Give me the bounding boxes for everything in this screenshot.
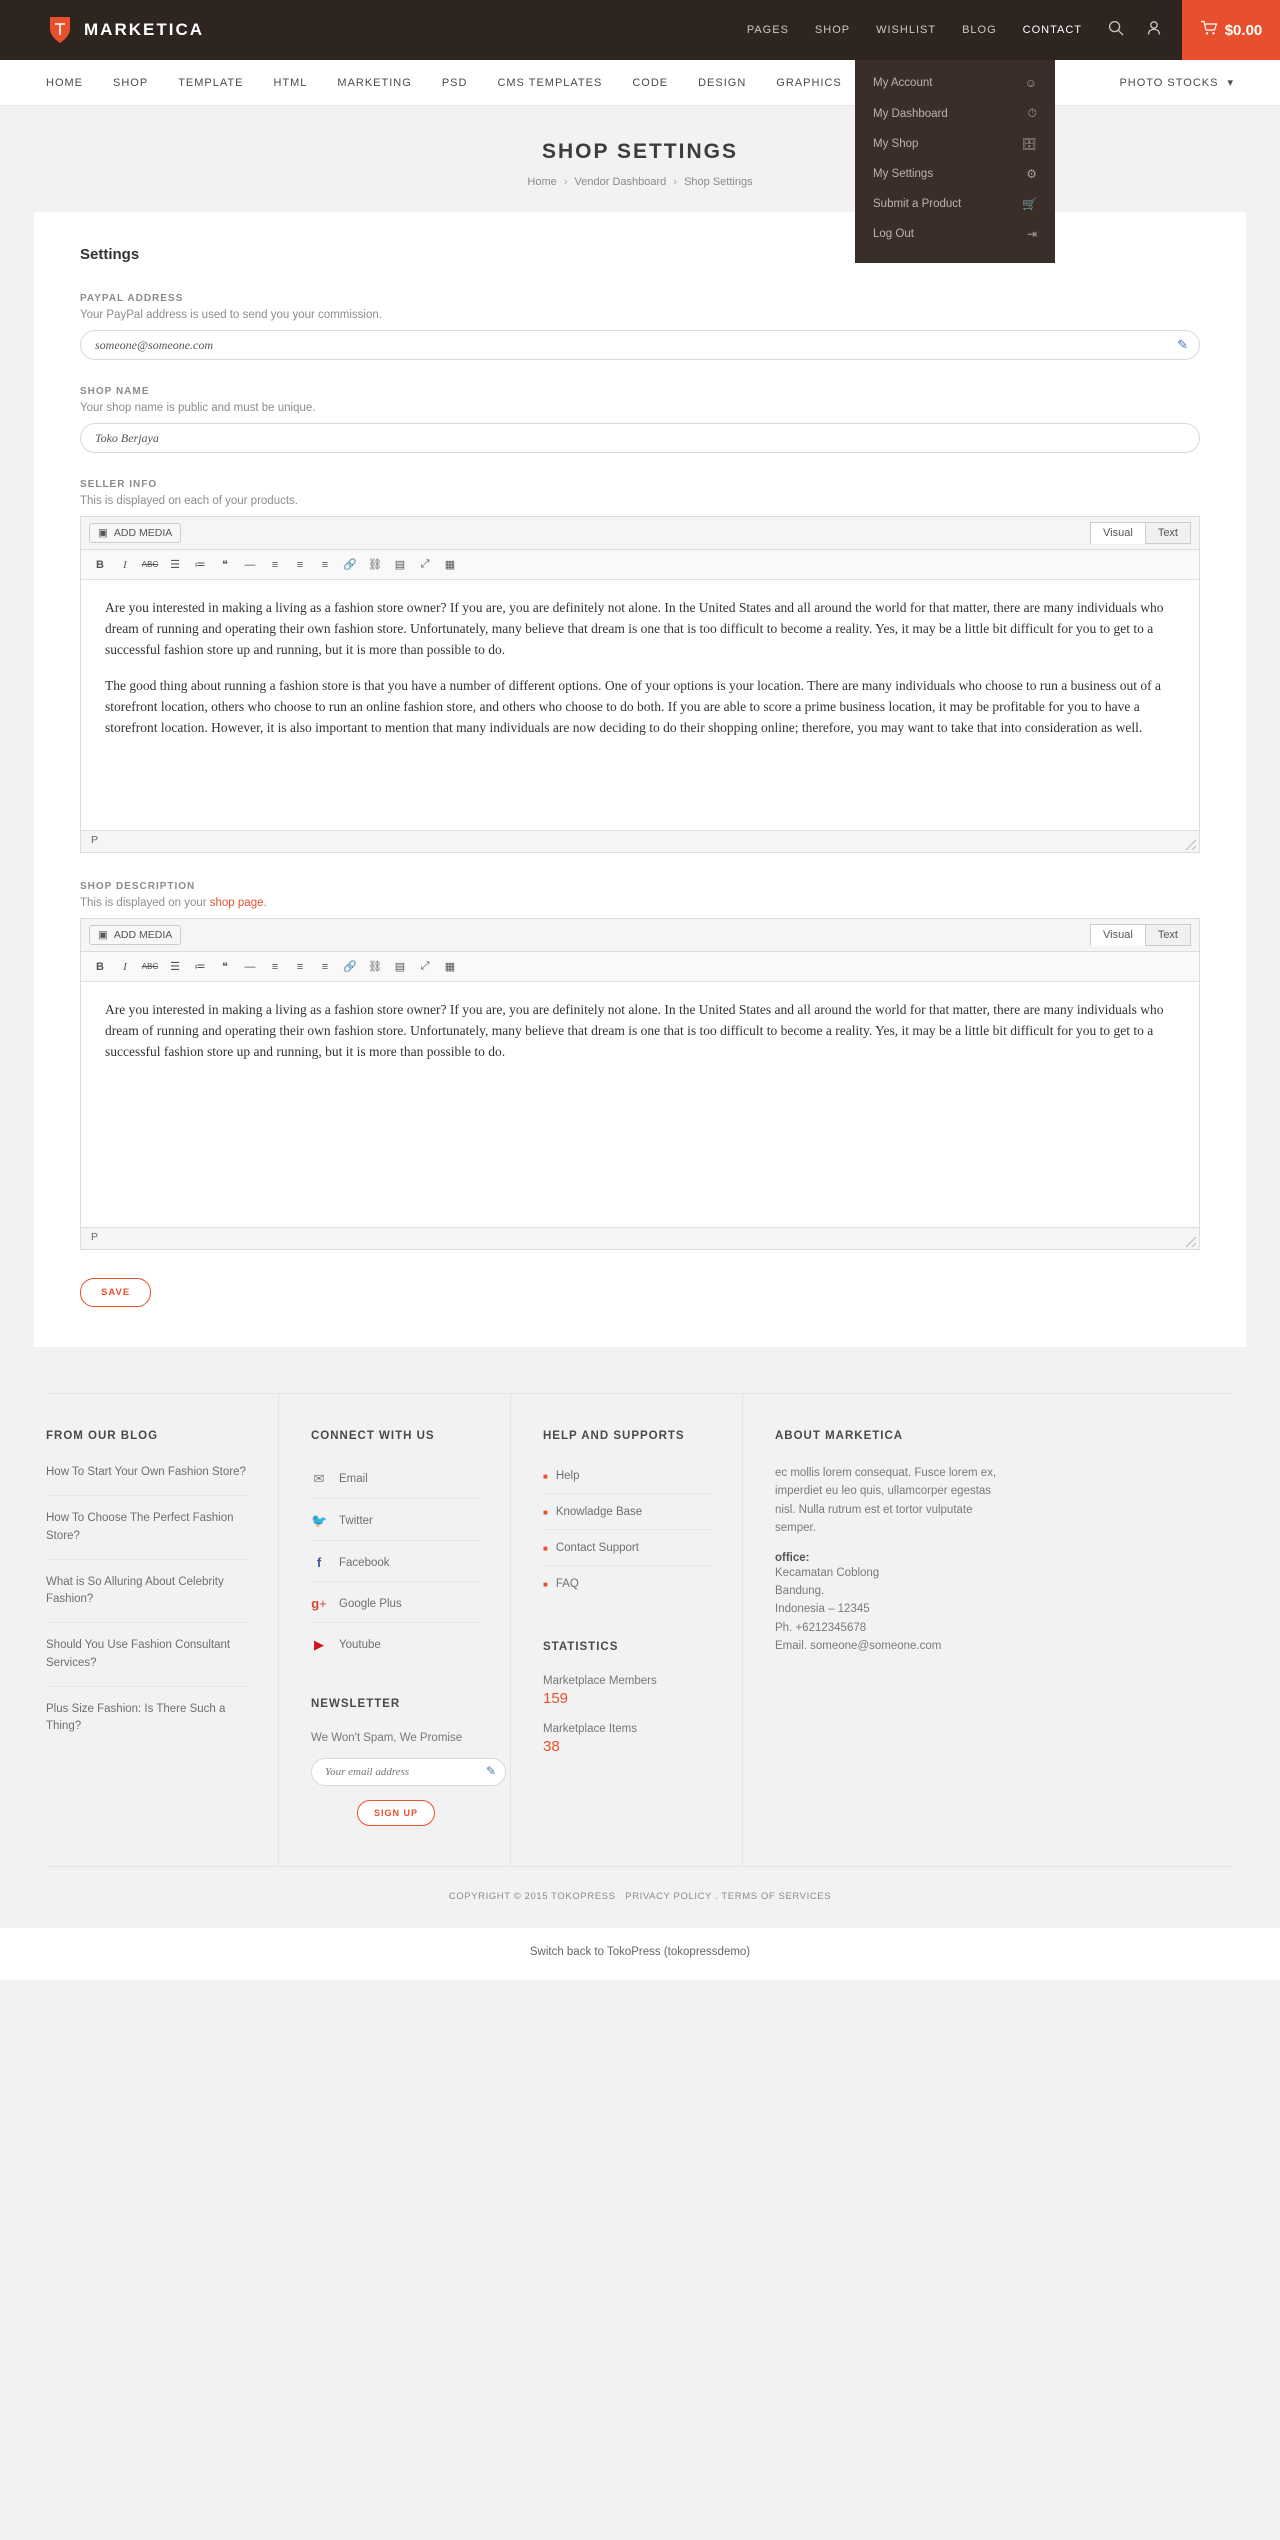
menu-item-my-account[interactable] bbox=[855, 68, 1055, 98]
help-label: Knowladge Base bbox=[555, 1506, 643, 1518]
paypal-address-input[interactable] bbox=[80, 330, 1200, 360]
paypal-label: PAYPAL ADDRESS bbox=[80, 293, 184, 304]
read-more-icon[interactable]: ▤ bbox=[394, 559, 406, 571]
footer-statistics-heading: STATISTICS bbox=[543, 1641, 619, 1653]
blockquote-icon[interactable]: ❝ bbox=[222, 559, 228, 571]
nav-item-code[interactable]: CODE bbox=[632, 76, 669, 89]
add-media-button[interactable] bbox=[89, 523, 181, 543]
breadcrumb-separator: › bbox=[673, 176, 678, 188]
editor-path: P bbox=[91, 834, 99, 846]
top-nav-item-contact[interactable]: CONTACT bbox=[1022, 24, 1082, 36]
stat-label-members: Marketplace Members bbox=[543, 1675, 657, 1687]
shop-page-link[interactable]: shop page bbox=[209, 897, 264, 909]
social-label: Twitter bbox=[339, 1515, 373, 1527]
cart-total: $0.00 bbox=[1224, 21, 1263, 39]
editor-path: P bbox=[91, 1231, 99, 1243]
footer-blog-column bbox=[46, 1394, 278, 1866]
strikethrough-icon[interactable]: ABC bbox=[141, 962, 159, 971]
search-icon[interactable] bbox=[1108, 20, 1124, 41]
read-more-icon[interactable]: ▤ bbox=[394, 961, 406, 973]
cart-icon bbox=[1200, 20, 1218, 40]
unlink-icon[interactable]: ⛓ bbox=[368, 559, 382, 571]
stat-value-items: 38 bbox=[543, 1738, 560, 1755]
bold-icon[interactable]: B bbox=[96, 960, 104, 973]
chevron-down-icon: ▾ bbox=[1227, 77, 1234, 89]
footer-about-heading: ABOUT MARKETICA bbox=[775, 1430, 904, 1442]
editor-toolbar bbox=[81, 952, 1199, 982]
social-label: Google Plus bbox=[339, 1597, 402, 1610]
user-icon: ☺ bbox=[1024, 76, 1037, 90]
social-link-youtube[interactable] bbox=[311, 1630, 480, 1664]
switch-back-link[interactable]: Switch back to TokoPress (tokopressdemo) bbox=[529, 1946, 751, 1958]
align-center-icon[interactable]: ≡ bbox=[296, 558, 304, 571]
numbered-list-icon[interactable]: ≔ bbox=[194, 961, 206, 973]
stat-value-members: 159 bbox=[543, 1690, 569, 1707]
top-nav-item-pages[interactable]: PAGES bbox=[746, 24, 789, 36]
editor-paragraph: Are you interested in making a living as a fashion store owner? If you are, you are definitely not alone. In the United States and all around the world for that matter, there are many individuals who dream of running and operating their own fashion store. Unfortunately, many believe that dream is one that is too difficult to become a reality. Yes, it may be a little bit difficult for you to get to a successful fashion store up and running, but it is more than possible to do. bbox=[105, 1002, 1164, 1059]
footer-about-column bbox=[742, 1394, 1038, 1866]
top-bar bbox=[0, 0, 1280, 60]
menu-item-label: My Shop bbox=[873, 138, 919, 150]
cart-icon: 🛒 bbox=[1022, 197, 1037, 211]
footer-help-column bbox=[510, 1394, 742, 1866]
tab-visual[interactable]: Visual bbox=[1090, 522, 1146, 544]
social-link-google-plus[interactable] bbox=[311, 1589, 480, 1623]
menu-item-label: My Account bbox=[873, 77, 933, 89]
tab-visual[interactable]: Visual bbox=[1090, 924, 1146, 946]
about-office-line: Indonesia – 12345 bbox=[775, 1603, 870, 1616]
strikethrough-icon[interactable]: ABC bbox=[141, 560, 159, 569]
copyright-bar bbox=[46, 1866, 1234, 1928]
save-button[interactable]: SAVE bbox=[80, 1278, 151, 1307]
menu-item-my-shop[interactable] bbox=[855, 129, 1055, 159]
align-right-icon[interactable]: ≡ bbox=[321, 558, 329, 571]
bag-icon: 🗄 bbox=[1021, 137, 1037, 151]
bullet-list-icon[interactable]: ☰ bbox=[170, 559, 180, 571]
footer bbox=[0, 1347, 1280, 1866]
social-label: Email bbox=[339, 1473, 368, 1485]
toolbar-toggle-icon[interactable]: ▦ bbox=[444, 961, 456, 973]
italic-icon[interactable]: I bbox=[123, 558, 127, 571]
edit-pencil-icon: ✎ bbox=[1177, 337, 1188, 352]
menu-item-my-dashboard[interactable] bbox=[855, 98, 1055, 129]
horizontal-rule-icon[interactable]: — bbox=[244, 960, 256, 973]
about-text: ec mollis lorem consequat. Fusce lorem ex, imperdiet eu leo quis, ullamcorper egestas nisl. Nulla rutrum est et tortor vulputate semper. bbox=[775, 1467, 997, 1535]
editor-statusbar bbox=[81, 830, 1199, 852]
footer-connect-column bbox=[278, 1394, 510, 1866]
logo[interactable] bbox=[0, 0, 420, 60]
add-media-label: ADD MEDIA bbox=[113, 929, 173, 941]
settings-icon: ⚙ bbox=[1026, 167, 1037, 181]
help-label: Contact Support bbox=[555, 1542, 639, 1554]
editor-tabs bbox=[1091, 522, 1191, 544]
help-link-contact-support[interactable] bbox=[543, 1536, 712, 1566]
top-nav-item-shop[interactable]: SHOP bbox=[814, 24, 851, 36]
menu-item-submit-a-product[interactable] bbox=[855, 189, 1055, 219]
align-left-icon[interactable]: ≡ bbox=[271, 558, 279, 571]
menu-item-my-settings[interactable] bbox=[855, 159, 1055, 189]
horizontal-rule-icon[interactable]: — bbox=[244, 558, 256, 571]
logo-icon bbox=[46, 15, 74, 45]
switch-bar bbox=[0, 1928, 1280, 1980]
nav-item-marketing[interactable]: MARKETING bbox=[337, 76, 412, 89]
social-label: Facebook bbox=[339, 1556, 390, 1569]
nav-item-shop[interactable]: SHOP bbox=[113, 76, 149, 89]
breadcrumb-vendor-dashboard[interactable]: Vendor Dashboard bbox=[574, 176, 667, 188]
youtube-icon: ▶ bbox=[314, 1637, 324, 1652]
main-nav bbox=[0, 60, 1280, 106]
nav-item-html[interactable]: HTML bbox=[273, 76, 308, 89]
nav-item-home[interactable]: HOME bbox=[46, 76, 83, 89]
twitter-icon: 🐦 bbox=[311, 1513, 328, 1528]
tab-text[interactable]: Text bbox=[1145, 924, 1191, 946]
unlink-icon[interactable]: ⛓ bbox=[368, 961, 382, 973]
social-link-facebook[interactable] bbox=[311, 1548, 480, 1582]
about-office-label: office: bbox=[775, 1551, 810, 1564]
bullet-icon: ■ bbox=[543, 1543, 548, 1553]
account-dropdown bbox=[855, 60, 1055, 263]
add-media-button[interactable] bbox=[89, 925, 181, 945]
seller-info-help: This is displayed on each of your products. bbox=[80, 495, 298, 507]
nav-item-graphics[interactable]: GRAPHICS bbox=[776, 76, 842, 89]
about-office-line: Kecamatan Coblong bbox=[775, 1566, 880, 1579]
menu-item-label: My Dashboard bbox=[873, 107, 948, 120]
resize-handle[interactable] bbox=[1186, 1237, 1196, 1247]
editor-paragraph: Are you interested in making a living as a fashion store owner? If you are, you are definitely not alone. In the United States and all around the world for that matter, there are many individuals who dream of running and operating their own fashion store. Unfortunately, many believe that dream is one that is too difficult to become a reality. Yes, it may be a little bit difficult for you to get to a successful fashion store up and running, but it is more than possible to do. bbox=[105, 600, 1164, 657]
about-office-line: Ph. +6212345678 bbox=[775, 1621, 867, 1634]
terms-of-services-link[interactable]: TERMS OF SERVICES bbox=[721, 1891, 832, 1902]
align-center-icon[interactable]: ≡ bbox=[296, 960, 304, 973]
top-nav bbox=[747, 0, 1082, 60]
copyright-text: COPYRIGHT © 2015 TOKOPRESS bbox=[448, 1891, 616, 1902]
fullscreen-icon[interactable]: ⤢ bbox=[420, 960, 430, 972]
nav-item-design[interactable]: DESIGN bbox=[698, 76, 747, 89]
blog-post-link[interactable]: How To Start Your Own Fashion Store? bbox=[46, 1464, 248, 1496]
align-left-icon[interactable]: ≡ bbox=[271, 960, 279, 973]
social-link-email[interactable] bbox=[311, 1464, 480, 1499]
footer-connect-heading: CONNECT WITH US bbox=[311, 1430, 435, 1442]
footer-blog-heading: FROM OUR BLOG bbox=[46, 1430, 159, 1442]
privacy-policy-link[interactable]: PRIVACY POLICY bbox=[625, 1891, 712, 1902]
help-text-post: . bbox=[263, 897, 267, 909]
blockquote-icon[interactable]: ❝ bbox=[222, 961, 228, 973]
menu-item-label: Log Out bbox=[873, 228, 914, 240]
help-label: Help bbox=[555, 1470, 580, 1482]
bullet-icon: ■ bbox=[543, 1507, 548, 1517]
editor-topbar bbox=[81, 919, 1199, 952]
copyright-separator: . bbox=[715, 1891, 719, 1902]
add-media-label: ADD MEDIA bbox=[113, 527, 173, 539]
footer-help-heading: HELP AND SUPPORTS bbox=[543, 1430, 685, 1442]
help-link-faq[interactable] bbox=[543, 1572, 712, 1601]
fullscreen-icon[interactable]: ⤢ bbox=[420, 558, 430, 570]
blog-post-link[interactable]: How To Choose The Perfect Fashion Store? bbox=[46, 1510, 248, 1560]
menu-item-log-out[interactable] bbox=[855, 219, 1055, 249]
settings-heading: Settings bbox=[80, 246, 140, 263]
paypal-help: Your PayPal address is used to send you your commission. bbox=[80, 309, 382, 321]
top-nav-item-blog[interactable]: BLOG bbox=[962, 24, 997, 36]
about-office-line: Email. someone@someone.com bbox=[775, 1640, 942, 1653]
logout-icon: ⇥ bbox=[1026, 227, 1037, 241]
breadcrumb-separator: › bbox=[563, 176, 568, 188]
social-label: Youtube bbox=[339, 1639, 381, 1651]
top-nav-item-wishlist[interactable]: WISHLIST bbox=[876, 24, 937, 36]
google-plus-icon: g+ bbox=[311, 1596, 327, 1611]
nav-item-cms-templates[interactable]: CMS TEMPLATES bbox=[497, 76, 603, 89]
breadcrumb-home[interactable]: Home bbox=[527, 176, 557, 188]
help-label: FAQ bbox=[555, 1578, 579, 1590]
help-link-help[interactable] bbox=[543, 1464, 712, 1494]
page-header bbox=[0, 106, 1280, 212]
align-right-icon[interactable]: ≡ bbox=[321, 960, 329, 973]
email-icon: ✉ bbox=[313, 1471, 325, 1486]
page-title: SHOP SETTINGS bbox=[542, 140, 738, 163]
media-icon: ▣ bbox=[98, 929, 108, 941]
nav-item-template[interactable]: TEMPLATE bbox=[178, 76, 244, 89]
breadcrumb bbox=[0, 176, 1280, 188]
nav-item-psd[interactable]: PSD bbox=[441, 76, 468, 89]
main-nav-links bbox=[0, 77, 842, 89]
about-office-line: Bandung. bbox=[775, 1584, 825, 1597]
help-text-pre: This is displayed on your bbox=[80, 897, 210, 909]
top-icon-group bbox=[1108, 0, 1162, 60]
toolbar-toggle-icon[interactable]: ▦ bbox=[444, 559, 456, 571]
editor-statusbar bbox=[81, 1227, 1199, 1249]
social-link-twitter[interactable] bbox=[311, 1506, 480, 1541]
blog-post-link[interactable]: Should You Use Fashion Consultant Services? bbox=[46, 1637, 248, 1687]
resize-handle[interactable] bbox=[1186, 840, 1196, 850]
shop-description-editor bbox=[80, 918, 1200, 1250]
breadcrumb-current: Shop Settings bbox=[684, 176, 753, 188]
editor-paragraph: The good thing about running a fashion store is that you have a number of different options. One of your options is your location. There are many individuals who choose to run a business out of a storefront location, others who choose to run an online fashion store, and others who choose to do both. If you are able to score a prime business location, it may be profitable for you to have a storefront location. However, it is also important to mention that many individuals are now deciding to do their shopping online; therefore, you may want to take that into consideration as well. bbox=[105, 677, 1162, 735]
editor-tabs bbox=[1091, 924, 1191, 946]
bold-icon[interactable]: B bbox=[96, 558, 104, 571]
shop-name-label: SHOP NAME bbox=[80, 386, 150, 397]
user-icon[interactable] bbox=[1146, 20, 1162, 41]
bullet-list-icon[interactable]: ☰ bbox=[170, 961, 180, 973]
logo-text: MARKETICA bbox=[84, 20, 204, 39]
link-icon[interactable]: 🔗 bbox=[343, 559, 357, 571]
blog-post-link[interactable]: Plus Size Fashion: Is There Such a Thing? bbox=[46, 1702, 226, 1732]
numbered-list-icon[interactable]: ≔ bbox=[194, 559, 206, 571]
italic-icon[interactable]: I bbox=[123, 960, 127, 973]
signup-button[interactable]: SIGN UP bbox=[357, 1800, 435, 1826]
newsletter-email-input[interactable] bbox=[311, 1758, 506, 1786]
shop-description-help bbox=[80, 897, 1200, 909]
newsletter-text: We Won't Spam, We Promise bbox=[311, 1732, 463, 1744]
editor-topbar bbox=[81, 517, 1199, 550]
dashboard-icon: ⏱ bbox=[1027, 106, 1037, 120]
blog-post-link[interactable]: What is So Alluring About Celebrity Fashion? bbox=[46, 1574, 248, 1624]
nav-item-photo-stocks[interactable] bbox=[1119, 76, 1280, 89]
menu-item-label: Submit a Product bbox=[873, 198, 962, 210]
shop-description-label: SHOP DESCRIPTION bbox=[80, 881, 196, 892]
nav-right-label: PHOTO STOCKS bbox=[1119, 76, 1219, 89]
media-icon: ▣ bbox=[98, 527, 108, 539]
seller-info-label: SELLER INFO bbox=[80, 479, 158, 490]
cart-button[interactable] bbox=[1182, 0, 1280, 60]
edit-pencil-icon: ✎ bbox=[485, 1764, 496, 1778]
settings-card bbox=[34, 212, 1246, 1347]
link-icon[interactable]: 🔗 bbox=[343, 961, 357, 973]
shop-description-textarea[interactable] bbox=[81, 982, 1199, 1227]
shop-name-help: Your shop name is public and must be unique. bbox=[80, 402, 316, 414]
bullet-icon: ■ bbox=[543, 1579, 548, 1589]
facebook-icon: f bbox=[316, 1555, 322, 1570]
menu-item-label: My Settings bbox=[873, 168, 934, 180]
tab-text[interactable]: Text bbox=[1145, 522, 1191, 544]
stat-label-items: Marketplace Items bbox=[543, 1723, 637, 1735]
footer-newsletter-heading: NEWSLETTER bbox=[311, 1698, 401, 1710]
seller-info-textarea[interactable] bbox=[81, 580, 1199, 830]
shop-name-input[interactable] bbox=[80, 423, 1200, 453]
help-link-knowledge-base[interactable] bbox=[543, 1500, 712, 1530]
bullet-icon: ■ bbox=[543, 1471, 548, 1481]
editor-toolbar bbox=[81, 550, 1199, 580]
seller-info-editor bbox=[80, 516, 1200, 853]
